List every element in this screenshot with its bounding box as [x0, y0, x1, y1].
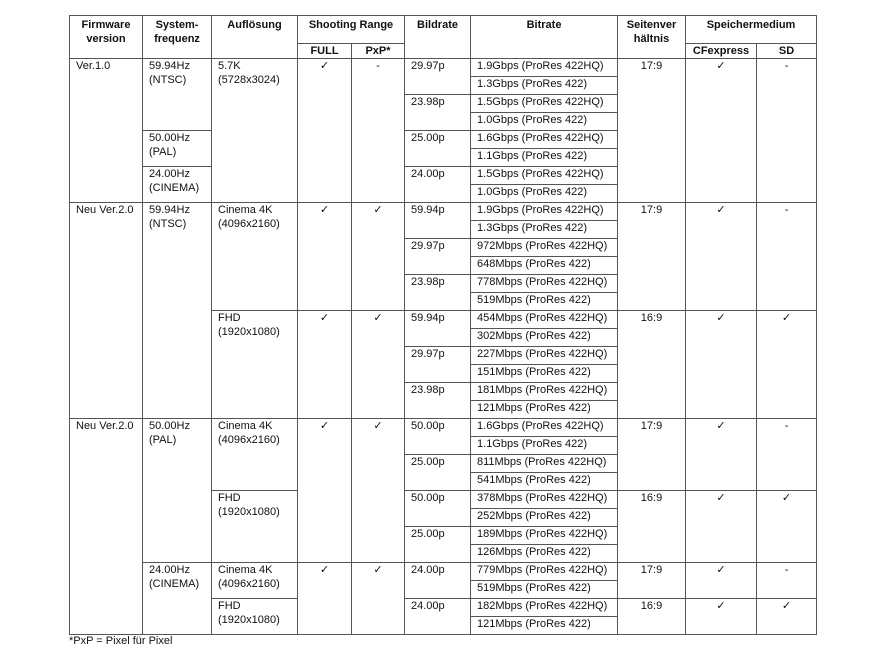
cell-sd: -: [757, 203, 817, 311]
cell-sd: ✓: [757, 599, 817, 635]
cell-aspect: 16:9: [618, 599, 686, 635]
cell-systemfreq: 24.00Hz (CINEMA): [143, 563, 212, 635]
cell-bitrate: 182Mbps (ProRes 422HQ): [471, 599, 618, 617]
cell-bitrate: 1.1Gbps (ProRes 422): [471, 437, 618, 455]
cell-bildrate: 50.00p: [405, 491, 471, 527]
cell-bildrate: 59.94p: [405, 203, 471, 239]
cell-bitrate: 1.5Gbps (ProRes 422HQ): [471, 95, 618, 113]
cell-systemfreq: 50.00Hz (PAL): [143, 131, 212, 167]
cell-bildrate: 23.98p: [405, 383, 471, 419]
cell-aspect: 16:9: [618, 491, 686, 563]
cell-aspect: 17:9: [618, 563, 686, 599]
cell-aspect: 16:9: [618, 311, 686, 419]
cell-bitrate: 1.0Gbps (ProRes 422): [471, 185, 618, 203]
header-firmware: Firmware version: [70, 16, 143, 59]
cell-bitrate: 121Mbps (ProRes 422): [471, 401, 618, 419]
table-row: [70, 563, 817, 581]
header-cfexpress: CFexpress: [686, 44, 757, 59]
header-sd: SD: [757, 44, 817, 59]
table-row: [70, 59, 817, 77]
header-full: FULL: [298, 44, 352, 59]
cell-bitrate: 252Mbps (ProRes 422): [471, 509, 618, 527]
header-seitenverhaeltnis: Seitenver hältnis: [618, 16, 686, 59]
header-aufloesung: Auflösung: [212, 16, 298, 59]
cell-cfexpress: ✓: [686, 59, 757, 203]
cell-bitrate: 1.9Gbps (ProRes 422HQ): [471, 203, 618, 221]
cell-bitrate: 181Mbps (ProRes 422HQ): [471, 383, 618, 401]
cell-cfexpress: ✓: [686, 563, 757, 599]
cell-cfexpress: ✓: [686, 419, 757, 491]
table-row: [70, 203, 817, 221]
cell-pxp: ✓: [352, 419, 405, 563]
cell-aufloesung: 5.7K (5728x3024): [212, 59, 298, 203]
cell-full: ✓: [298, 419, 352, 563]
cell-bitrate: 1.0Gbps (ProRes 422): [471, 113, 618, 131]
cell-sd: ✓: [757, 491, 817, 563]
cell-full: ✓: [298, 563, 352, 635]
cell-aspect: 17:9: [618, 419, 686, 491]
cell-cfexpress: ✓: [686, 311, 757, 419]
cell-bitrate: 972Mbps (ProRes 422HQ): [471, 239, 618, 257]
cell-bildrate: 59.94p: [405, 311, 471, 347]
cell-bitrate: 151Mbps (ProRes 422): [471, 365, 618, 383]
cell-aufloesung: FHD (1920x1080): [212, 599, 298, 635]
cell-bitrate: 648Mbps (ProRes 422): [471, 257, 618, 275]
cell-bildrate: 23.98p: [405, 95, 471, 131]
cell-aufloesung: Cinema 4K (4096x2160): [212, 203, 298, 311]
cell-firmware: Neu Ver.2.0: [70, 419, 143, 635]
cell-bildrate: 29.97p: [405, 239, 471, 275]
cell-bitrate: 227Mbps (ProRes 422HQ): [471, 347, 618, 365]
cell-bitrate: 779Mbps (ProRes 422HQ): [471, 563, 618, 581]
cell-aspect: 17:9: [618, 59, 686, 203]
cell-aufloesung: Cinema 4K (4096x2160): [212, 419, 298, 491]
cell-systemfreq: 50.00Hz (PAL): [143, 419, 212, 563]
cell-bitrate: 454Mbps (ProRes 422HQ): [471, 311, 618, 329]
cell-pxp: ✓: [352, 311, 405, 419]
table-row: [70, 419, 817, 437]
cell-full: ✓: [298, 59, 352, 203]
cell-bitrate: 302Mbps (ProRes 422): [471, 329, 618, 347]
cell-bitrate: 1.1Gbps (ProRes 422): [471, 149, 618, 167]
cell-systemfreq: 59.94Hz (NTSC): [143, 59, 212, 131]
cell-firmware: Neu Ver.2.0: [70, 203, 143, 419]
cell-cfexpress: ✓: [686, 599, 757, 635]
header-speichermedium: Speichermedium: [686, 16, 817, 44]
cell-full: ✓: [298, 203, 352, 311]
header-bitrate: Bitrate: [471, 16, 618, 59]
cell-systemfreq: 24.00Hz (CINEMA): [143, 167, 212, 203]
cell-bildrate: 23.98p: [405, 275, 471, 311]
spec-table-body: [70, 59, 817, 635]
cell-bildrate: 24.00p: [405, 599, 471, 635]
cell-bitrate: 1.5Gbps (ProRes 422HQ): [471, 167, 618, 185]
cell-bitrate: 519Mbps (ProRes 422): [471, 581, 618, 599]
header-shooting-range: Shooting Range: [298, 16, 405, 44]
cell-bitrate: 1.6Gbps (ProRes 422HQ): [471, 419, 618, 437]
cell-bitrate: 121Mbps (ProRes 422): [471, 617, 618, 635]
footnote: *PxP = Pixel für Pixel: [69, 635, 173, 647]
cell-systemfreq: 59.94Hz (NTSC): [143, 203, 212, 419]
cell-cfexpress: ✓: [686, 203, 757, 311]
cell-bitrate: 126Mbps (ProRes 422): [471, 545, 618, 563]
cell-pxp: ✓: [352, 203, 405, 311]
cell-full: ✓: [298, 311, 352, 419]
cell-bitrate: 1.6Gbps (ProRes 422HQ): [471, 131, 618, 149]
cell-bitrate: 778Mbps (ProRes 422HQ): [471, 275, 618, 293]
cell-sd: -: [757, 419, 817, 491]
cell-firmware: Ver.1.0: [70, 59, 143, 203]
cell-bitrate: 1.3Gbps (ProRes 422): [471, 221, 618, 239]
cell-bitrate: 189Mbps (ProRes 422HQ): [471, 527, 618, 545]
cell-bitrate: 1.9Gbps (ProRes 422HQ): [471, 59, 618, 77]
cell-bitrate: 519Mbps (ProRes 422): [471, 293, 618, 311]
cell-bildrate: 25.00p: [405, 131, 471, 167]
cell-aspect: 17:9: [618, 203, 686, 311]
cell-sd: -: [757, 59, 817, 203]
cell-sd: ✓: [757, 311, 817, 419]
header-systemfrequenz: System-frequenz: [143, 16, 212, 59]
cell-aufloesung: FHD (1920x1080): [212, 491, 298, 563]
header-pxp: PxP*: [352, 44, 405, 59]
cell-bitrate: 811Mbps (ProRes 422HQ): [471, 455, 618, 473]
cell-pxp: ✓: [352, 563, 405, 635]
cell-cfexpress: ✓: [686, 491, 757, 563]
spec-table: [69, 15, 817, 635]
cell-bitrate: 1.3Gbps (ProRes 422): [471, 77, 618, 95]
cell-bildrate: 29.97p: [405, 347, 471, 383]
cell-bildrate: 25.00p: [405, 455, 471, 491]
cell-bildrate: 29.97p: [405, 59, 471, 95]
cell-bitrate: 378Mbps (ProRes 422HQ): [471, 491, 618, 509]
cell-aufloesung: FHD (1920x1080): [212, 311, 298, 419]
header-bildrate: Bildrate: [405, 16, 471, 59]
cell-bildrate: 24.00p: [405, 563, 471, 599]
cell-bildrate: 25.00p: [405, 527, 471, 563]
cell-pxp: -: [352, 59, 405, 203]
cell-sd: -: [757, 563, 817, 599]
cell-aufloesung: Cinema 4K (4096x2160): [212, 563, 298, 599]
cell-bildrate: 24.00p: [405, 167, 471, 203]
cell-bildrate: 50.00p: [405, 419, 471, 455]
cell-bitrate: 541Mbps (ProRes 422): [471, 473, 618, 491]
